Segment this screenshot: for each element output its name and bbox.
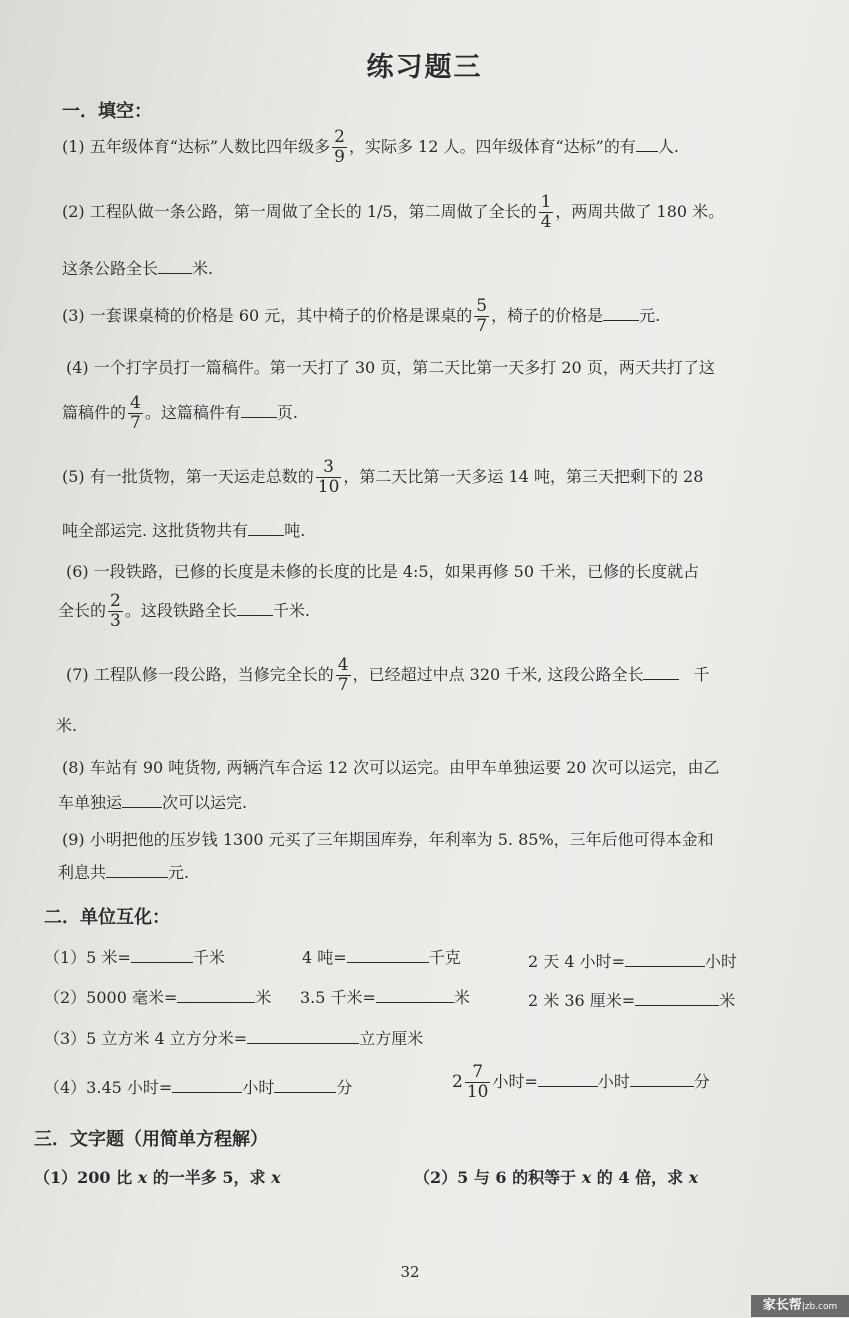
- fraction: $\frac{7}{10}$: [466, 1062, 489, 1102]
- fraction: $\frac{2}{3}$: [110, 591, 121, 631]
- fraction: $\frac{2}{9}$: [334, 127, 345, 167]
- unit-row-4a: （4）3.45 小时= 小时 分: [44, 1078, 353, 1097]
- answer-blank: [177, 987, 255, 1003]
- answer-blank: [172, 1077, 242, 1093]
- unit-row-3: （3）5 立方米 4 立方分米= 立方厘米: [44, 1029, 424, 1048]
- answer-blank: [376, 987, 454, 1003]
- question-6: (6) 一段铁路，已修的长度是未修的长度的比是 4:5，如果再修 50 千米，已修的长度就占: [66, 562, 700, 581]
- answer-blank: [538, 1071, 598, 1087]
- answer-blank: [636, 136, 658, 152]
- question-9-cont: 利息共 元.: [58, 863, 190, 882]
- fraction: $\frac{1}{4}$: [540, 192, 552, 232]
- question-6-cont: 全长的 $\frac{2}{3}$ 。这段铁路全长 千米.: [58, 591, 310, 631]
- answer-blank: [347, 947, 429, 963]
- answer-blank: [625, 951, 705, 967]
- answer-blank: [131, 947, 193, 963]
- answer-blank: [247, 1028, 359, 1044]
- question-1: (1) 五年级体育“达标”人数比四年级多 $\frac{2}{9}$ ，实际多 12 人。四年级体育“达标”的有 人.: [62, 127, 679, 167]
- answer-blank: [274, 1077, 336, 1093]
- question-7-cont: 米.: [56, 716, 78, 735]
- answer-blank: [106, 862, 168, 878]
- watermark-logo: 家长帮|zb.com: [751, 1295, 849, 1317]
- question-9: (9) 小明把他的压岁钱 1300 元买了三年期国库券，年利率为 5. 85%，三年后他可得本金和: [62, 830, 714, 849]
- answer-blank: [635, 990, 719, 1006]
- question-7: (7) 工程队修一段公路，当修完全长的 $\frac{4}{7}$ ，已经超过中点 320 千米, 这段公路全长 千: [66, 655, 710, 695]
- word-problem-1: （1）200 比 x 的一半多 5，求 x: [34, 1168, 281, 1187]
- question-2-cont: 这条公路全长 米.: [62, 259, 214, 278]
- unit-row-4b: 2 $\frac{7}{10}$ 小时= 小时 分: [452, 1062, 710, 1102]
- unit-row-2a: （2）5000 毫米= 米: [44, 988, 272, 1007]
- unit-row-2b: 3.5 千米= 米: [300, 988, 470, 1007]
- answer-blank: [603, 305, 639, 321]
- question-8: (8) 车站有 90 吨货物, 两辆汽车合运 12 次可以运完。由甲车单独运要 20 次可以运完，由乙: [62, 758, 720, 777]
- word-problem-2: （2）5 与 6 的积等于 x 的 4 倍，求 x: [414, 1168, 699, 1187]
- answer-blank: [237, 600, 273, 616]
- section-fill-blank-heading: 一．填空：: [62, 101, 152, 122]
- section-word-problems-heading: 三．文字题（用简单方程解）: [34, 1129, 268, 1150]
- question-3: (3) 一套课桌椅的价格是 60 元，其中椅子的价格是课桌的 $\frac{5}{7}$ ，椅子的价格是 元.: [62, 296, 661, 336]
- answer-blank: [158, 258, 192, 274]
- question-4: (4) 一个打字员打一篇稿件。第一天打了 30 页，第二天比第一天多打 20 页，两天共打了这: [66, 358, 715, 377]
- question-2: (2) 工程队做一条公路，第一周做了全长的 1/5，第二周做了全长的 $\frac{1}{4}$ ，两周共做了 180 米。: [62, 192, 725, 232]
- unit-row-2c: 2 米 36 厘米= 米: [528, 991, 736, 1010]
- unit-row-1b: 4 吨= 千克: [302, 948, 461, 967]
- page-number: 32: [400, 1263, 420, 1281]
- question-5-cont: 吨全部运完. 这批货物共有 吨.: [62, 521, 306, 540]
- fraction: $\frac{3}{10}$: [317, 457, 340, 497]
- answer-blank: [643, 664, 679, 680]
- section-unit-conversion-heading: 二．单位互化：: [44, 907, 170, 928]
- fraction: $\frac{4}{7}$: [337, 655, 349, 695]
- unit-row-1a: （1）5 米= 千米: [44, 948, 225, 967]
- unit-row-1c: 2 天 4 小时= 小时: [528, 952, 738, 971]
- answer-blank: [122, 792, 162, 808]
- page-title: 练习题三: [366, 52, 483, 83]
- fraction: $\frac{5}{7}$: [476, 296, 488, 336]
- question-4-cont: 篇稿件的 $\frac{4}{7}$ 。这篇稿件有 页.: [62, 393, 298, 433]
- fraction: $\frac{4}{7}$: [130, 393, 141, 433]
- answer-blank: [241, 402, 277, 418]
- answer-blank: [630, 1071, 694, 1087]
- question-5: (5) 有一批货物，第一天运走总数的 $\frac{3}{10}$ ，第二天比第一天多运 14 吨，第三天把剩下的 28: [62, 457, 704, 497]
- question-8-cont: 车单独运 次可以运完.: [58, 793, 248, 812]
- answer-blank: [248, 520, 284, 536]
